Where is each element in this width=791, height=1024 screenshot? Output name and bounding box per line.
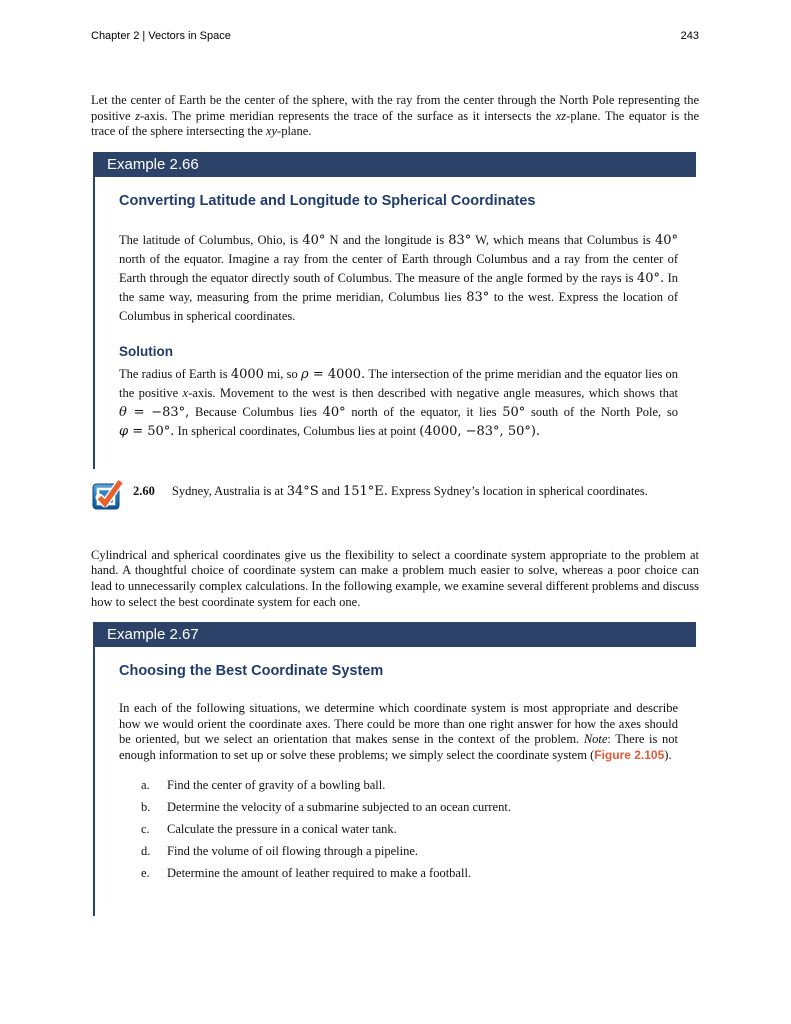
list-item-text: Determine the velocity of a submarine subjected to an ocean current. [167, 799, 511, 814]
list-item [141, 778, 678, 794]
transition-paragraph: Cylindrical and spherical coordinates give us the flexibility to select a coordinate system appropriate to the problem at hand. A thoughtful choice of coordinate system can make a problem much easier to solve, whereas a poor choice can lead to unnecessarily complex calculations. In the following example, we examine several different problems and discuss how to select the best coordinate system for each one. [91, 547, 699, 609]
checkpoint-number: 2.60 [133, 483, 155, 498]
example-2-66-label: Example 2.66 [107, 155, 199, 173]
list-item [141, 844, 678, 860]
example-2-66-body [93, 177, 696, 469]
list-item-label: c. [141, 821, 150, 836]
list-item-label: d. [141, 843, 151, 858]
running-head [91, 30, 699, 42]
figure-2-105-link[interactable]: Figure 2.105 [594, 747, 665, 762]
intro-paragraph: Let the center of Earth be the center of the sphere, with the ray from the center through the North Pole representing the positive z-axis. The prime meridian represents the trace of the surface as it intersects the xz-plane. The equator is the trace of the sphere intersecting the xy-plane. [91, 93, 700, 139]
checkpoint-question: Sydney, Australia is at 34°S and 151°E. Express Sydney’s location in spherical coordinates. [171, 483, 648, 499]
solution-heading: Solution [119, 343, 173, 359]
example-2-66-problem-text: The latitude of Columbus, Ohio, is 40° N and the longitude is 83° W, which means that Columbus is 40° north of the equator. Imagine a ray from the center of Earth through Columbus and a ray from the center of Earth through the equator directly south of Columbus. The measure of the angle formed by the rays is 40°. In the same way, measuring from the prime meridian, Columbus lies 83° to the west. Express the location of Columbus in spherical coordinates. [119, 232, 679, 323]
page-number: 243 [680, 30, 699, 42]
example-2-67 [93, 622, 696, 916]
list-item-text: Find the center of gravity of a bowling ball. [167, 777, 386, 792]
example-2-66-solution-text: The radius of Earth is 4000 mi, so ρ = 4000. The intersection of the prime meridian and the equator lies on the positive x-axis. Movement to the west is then described with negative angle measures, which shows that θ = −83°, Because Columbus lies 40° north of the equator, it lies 50° south of the North Pole, so φ = 50°. In spherical coordinates, Columbus lies at point (4000, −83°, 50°). [119, 366, 679, 439]
example-2-66-header-bar [93, 152, 696, 177]
example-2-67-body [93, 647, 696, 916]
example-2-67-title: Choosing the Best Coordinate System [119, 663, 384, 680]
checkpoint-text [133, 484, 648, 500]
situations-list [119, 778, 678, 882]
list-item-text: Determine the amount of leather required to make a football. [167, 865, 472, 880]
example-2-67-header-bar [93, 622, 696, 647]
checkpoint-2-60 [91, 477, 699, 511]
list-item [141, 800, 678, 816]
example-2-66-title: Converting Latitude and Longitude to Spherical Coordinates [119, 192, 536, 209]
list-item-label: b. [141, 799, 151, 814]
checkpoint-checkbox-icon [92, 477, 123, 511]
running-head-chapter: Chapter 2 | Vectors in Space [91, 30, 231, 42]
list-item-label: a. [141, 777, 150, 792]
list-item-text: Find the volume of oil flowing through a pipeline. [167, 843, 419, 858]
list-item [141, 822, 678, 838]
list-item [141, 866, 678, 882]
example-2-66 [93, 152, 696, 469]
list-item-text: Calculate the pressure in a conical water tank. [167, 821, 397, 836]
list-item-label: e. [141, 865, 150, 880]
example-2-67-label: Example 2.67 [107, 626, 199, 644]
example-2-67-problem-text: In each of the following situations, we determine which coordinate system is most appropriate and describe how we would orient the coordinate axes. There could be more than one right answer for how the axes should be oriented, but we select an orientation that makes sense in the context of the problem. Note: There is not enough information to set up or solve these problems; we simply select the coordinate system (Figure 2.105). [119, 701, 678, 762]
